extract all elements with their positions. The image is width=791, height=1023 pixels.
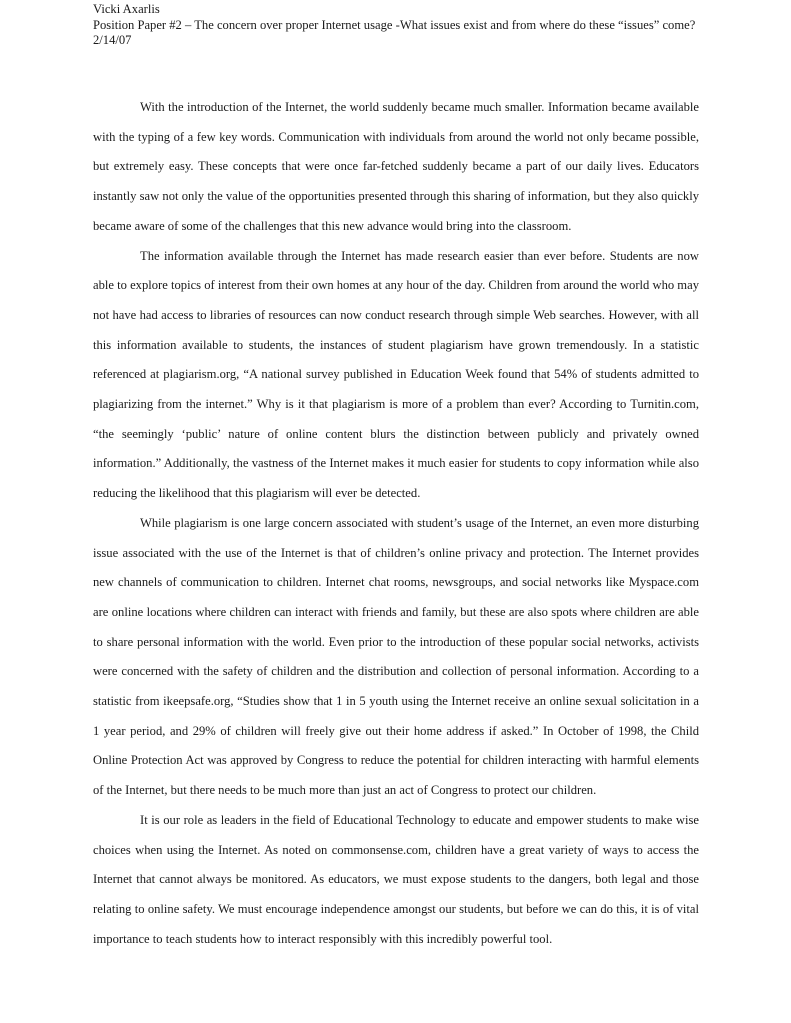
document-header (93, 2, 713, 49)
document-body (93, 93, 699, 954)
paragraph-introduction: With the introduction of the Internet, the world suddenly became much smaller. Information became available with the typing of a few key words. Communication with individuals from around the world not only became possible, but extremely easy. These concepts that were once far-fetched suddenly became a part of our daily lives. Educators instantly saw not only the value of the opportunities presented through this sharing of information, but they also quickly became aware of some of the challenges that this new advance would bring into the classroom. (93, 100, 699, 233)
paper-title: Position Paper #2 – The concern over proper Internet usage -What issues exist and from where do these “issues” come? (93, 17, 696, 32)
paragraph-plagiarism: The information available through the Internet has made research easier than ever before. Students are now able to explore topics of interest from their own homes at any hour of the day. Children from around the world who may not have had access to libraries of resources can now conduct research through simple Web searches. However, with all this information available to students, the instances of student plagiarism have grown tremendously. In a statistic referenced at plagiarism.org, “A national survey published in Education Week found that 54% of students admitted to plagiarizing from the internet.” Why is it that plagiarism is more of a problem than ever? According to Turnitin.com, “the seemingly ‘public’ nature of online content blurs the distinction between publicly and privately owned information.” Additionally, the vastness of the Internet makes it much easier for students to copy information while also reducing the likelihood that this plagiarism will ever be detected. (93, 248, 699, 501)
paragraph-educator-role: It is our role as leaders in the field of Educational Technology to educate and empower students to make wise choices when using the Internet. As noted on commonsense.com, children have a great variety of ways to access the Internet that cannot always be monitored. As educators, we must expose students to the dangers, both legal and those relating to online safety. We must encourage independence amongst our students, but before we can do this, it is of vital importance to teach students how to interact responsibly with this incredibly powerful tool. (93, 812, 699, 946)
author-name: Vicki Axarlis (93, 2, 160, 16)
paragraph-online-privacy: While plagiarism is one large concern associated with student’s usage of the Internet, an even more disturbing issue associated with the use of the Internet is that of children’s online privacy and protection. The Internet provides new channels of communication to children. Internet chat rooms, newsgroups, and social networks like Myspace.com are online locations where children can interact with friends and family, but these are also spots where children are able to share personal information with the world. Even prior to the introduction of these popular social networks, activists were concerned with the safety of children and the distribution and collection of personal information. According to a statistic from ikeepsafe.org, “Studies show that 1 in 5 youth using the Internet receive an online sexual solicitation in a 1 year period, and 29% of children will freely give out their home address if asked.” In October of 1998, the Child Online Protection Act was approved by Congress to reduce the potential for children interacting with harmful elements of the Internet, but there needs to be much more than just an act of Congress to protect our children. (93, 515, 699, 798)
paper-date: 2/14/07 (93, 33, 132, 47)
